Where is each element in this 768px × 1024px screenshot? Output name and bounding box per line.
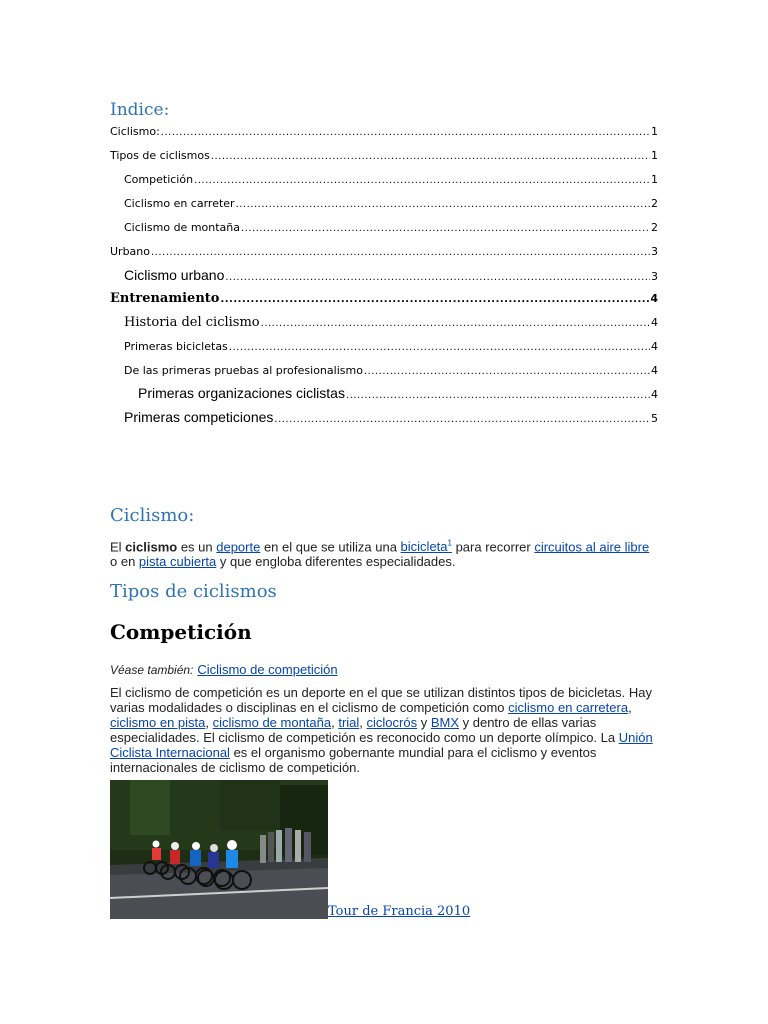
text-run: , <box>205 715 213 730</box>
footnote-ref: 1 <box>447 539 452 548</box>
toc-entry[interactable] <box>110 267 658 283</box>
toc-entry[interactable] <box>110 385 658 401</box>
text-run: El ciclismo de competición es un deporte en el que se utilizan distintos tipos de bicicletas. Hay varias modalidades o disciplinas en el ciclismo de competición como <box>110 685 652 715</box>
toc-leader-dots <box>241 223 650 234</box>
toc-leader-dots <box>225 272 650 283</box>
intro-paragraph <box>110 536 658 569</box>
see-also-label: Véase también: <box>110 663 194 677</box>
toc-entry[interactable] <box>110 364 658 377</box>
link-ciclismo-en-pista[interactable]: ciclismo en pista <box>110 715 206 730</box>
link-ciclocros[interactable]: ciclocrós <box>366 715 418 730</box>
toc-entry-page: 1 <box>651 125 658 138</box>
toc-entry-label: Entrenamiento <box>110 291 220 306</box>
toc-entry-label: Primeras competiciones <box>124 409 274 425</box>
link-pista-cubierta[interactable]: pista cubierta <box>138 554 217 570</box>
link-union-ciclista-internacional[interactable]: Unión Ciclista Internacional <box>110 730 653 760</box>
text-run: o en <box>110 554 139 570</box>
toc-entry-page: 5 <box>651 412 658 425</box>
link-bmx[interactable]: BMX <box>430 715 460 730</box>
text-run: , <box>628 700 632 715</box>
toc-leader-dots <box>274 414 650 425</box>
toc-entry-label: Historia del ciclismo <box>124 315 260 330</box>
section-heading-tipos: Tipos de ciclismos <box>110 581 277 602</box>
link-circuitos[interactable]: circuitos al aire libre <box>534 539 650 555</box>
text-run: y <box>417 715 431 730</box>
toc-leader-dots <box>364 366 650 377</box>
text-run: es un <box>177 539 217 555</box>
toc-entry-label: Ciclismo de montaña <box>124 221 240 234</box>
toc-leader-dots <box>194 175 650 186</box>
bold-term: ciclismo <box>125 539 178 555</box>
text-run: para recorrer <box>451 539 535 555</box>
toc-entry-label: Primeras organizaciones ciclistas <box>138 385 345 401</box>
toc-entry-page: 4 <box>650 292 658 305</box>
toc-entry[interactable] <box>110 197 658 210</box>
toc-leader-dots <box>161 127 650 138</box>
toc-entry-page: 2 <box>651 221 658 234</box>
toc-entry-page: 1 <box>651 173 658 186</box>
toc-entry-label: Urbano <box>110 245 150 258</box>
toc-entry-page: 3 <box>651 245 658 258</box>
toc-entry-page: 2 <box>651 197 658 210</box>
link-ciclismo-de-montana[interactable]: ciclismo de montaña <box>212 715 332 730</box>
text-run: y que engloba diferentes especialidades. <box>216 554 456 570</box>
text-run: , <box>359 715 367 730</box>
photo-caption-link[interactable]: Tour de Francia 2010 <box>328 904 471 919</box>
link-ciclismo-en-carretera[interactable]: ciclismo en carretera <box>508 700 629 715</box>
text-run: es el organismo gobernante mundial para el ciclismo y eventos internacionales de ciclismo de competición. <box>110 745 597 775</box>
toc-leader-dots <box>220 294 649 305</box>
toc-entry-label: Primeras bicicletas <box>124 340 228 353</box>
toc-leader-dots <box>236 199 650 210</box>
competicion-paragraph <box>110 685 658 775</box>
toc-entry[interactable] <box>110 149 658 162</box>
toc-entry[interactable] <box>110 125 658 138</box>
link-bicicleta[interactable] <box>401 539 452 554</box>
toc-entry-page: 4 <box>651 388 658 401</box>
text-run: y dentro de ellas varias especialidades. El ciclismo de competición es reconocido como un deporte olímpico. La <box>110 715 619 745</box>
toc-entry-label: De las primeras pruebas al profesionalismo <box>124 364 363 377</box>
toc-entry-page: 4 <box>651 316 658 329</box>
toc-entry-label: Ciclismo en carreter <box>124 197 235 210</box>
toc-entry-page: 1 <box>651 149 658 162</box>
cycling-race-photo <box>110 780 328 919</box>
toc-entry[interactable] <box>110 221 658 234</box>
link-deporte[interactable]: deporte <box>216 539 261 555</box>
toc-entry-label: Ciclismo urbano <box>124 267 225 283</box>
toc-entry-page: 4 <box>651 340 658 353</box>
toc-leader-dots <box>261 318 650 329</box>
toc-leader-dots <box>211 151 650 162</box>
toc-entry[interactable] <box>110 315 658 330</box>
toc-leader-dots <box>346 390 650 401</box>
toc-entry[interactable] <box>110 173 658 186</box>
toc-entry-label: Tipos de ciclismos <box>110 149 210 162</box>
link-ciclismo-de-competicion[interactable]: Ciclismo de competición <box>197 662 338 677</box>
toc-title: Indice: <box>110 100 170 120</box>
toc-entry[interactable] <box>110 409 658 425</box>
toc-entry[interactable] <box>110 245 658 258</box>
section-heading-ciclismo: Ciclismo: <box>110 505 195 526</box>
text-run: El <box>110 539 126 555</box>
link-trial[interactable]: trial <box>338 715 360 730</box>
see-also <box>110 662 338 677</box>
toc-entry[interactable] <box>110 340 658 353</box>
toc-leader-dots <box>229 342 650 353</box>
toc-entry-label: Ciclismo: <box>110 125 160 138</box>
toc-entry-page: 4 <box>651 364 658 377</box>
text-run: , <box>331 715 339 730</box>
toc-entry-page: 3 <box>651 270 658 283</box>
section-heading-competicion: Competición <box>110 620 252 644</box>
link-text: bicicleta <box>400 539 448 555</box>
text-run: en el que se utiliza una <box>260 539 401 555</box>
toc-entry[interactable] <box>110 291 658 306</box>
toc-leader-dots <box>151 247 650 258</box>
toc-entry-label: Competición <box>124 173 194 186</box>
